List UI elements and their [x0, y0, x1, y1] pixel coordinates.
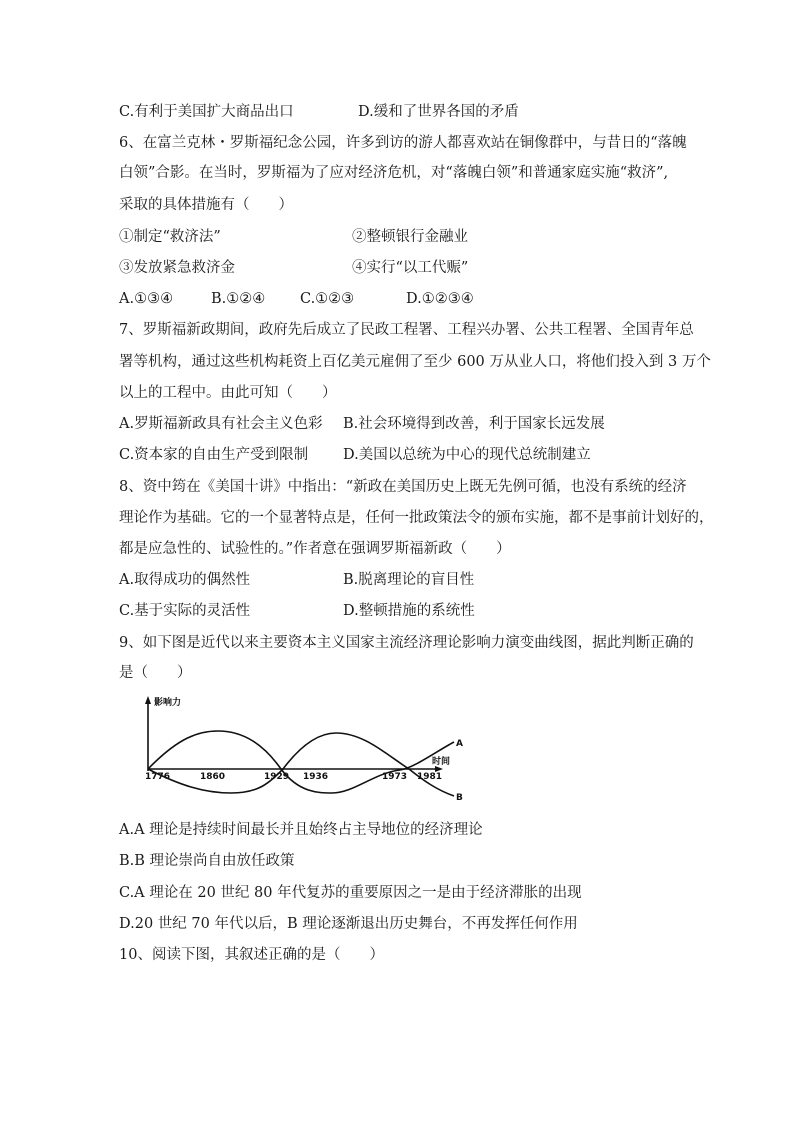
q6-option-d: D.①②③④	[406, 291, 474, 307]
q6-item-3: ③发放紧急救济金	[119, 260, 235, 276]
q8-stem-line2: 理论作为基础。它的一个显著特点是，任何一批政策法令的颁布实施，都不是事前计划好的，	[119, 510, 714, 526]
x-axis-label: 时间	[432, 757, 451, 767]
q7-option-b: B.社会环境得到改善，利于国家长远发展	[343, 416, 605, 432]
curve-a-label: A	[456, 739, 463, 749]
q7-stem-line3: 以上的工程中。由此可知（ ）	[119, 385, 337, 401]
y-axis-label: 影响力	[154, 698, 182, 708]
q7-option-a: A.罗斯福新政具有社会主义色彩	[119, 416, 323, 432]
curve-a	[148, 731, 454, 793]
q8-option-a: A.取得成功的偶然性	[119, 572, 251, 588]
q8-option-b: B.脱离理论的盲目性	[343, 572, 475, 588]
q6-item-4: ④实行“以工代赈”	[352, 260, 469, 276]
tick-1776: 1776	[145, 772, 171, 782]
curve-b-label: B	[456, 793, 463, 803]
q8-option-d: D.整顿措施的系统性	[343, 603, 475, 619]
theory-influence-curve-figure	[119, 693, 481, 803]
tick-1936: 1936	[303, 772, 329, 782]
tick-1973: 1973	[382, 772, 408, 782]
q8-option-c: C.基于实际的灵活性	[119, 603, 251, 619]
q6-stem-line2: 白领”合影。在当时，罗斯福为了应对经济危机，对“落魄白领”和普通家庭实施“救济”,	[119, 165, 669, 181]
tick-1929: 1929	[264, 772, 290, 782]
q9-stem-line1: 9、如下图是近代以来主要资本主义国家主流经济理论影响力演变曲线图，据此判断正确的	[119, 635, 694, 651]
q6-item-1: ①制定“救济法”	[119, 229, 221, 245]
q6-stem-line1: 6、在富兰克林・罗斯福纪念公园，许多到访的游人都喜欢站在铜像群中，与昔日的“落魄	[119, 135, 687, 151]
q9-stem-line2: 是（ ）	[119, 665, 192, 681]
q9-option-d: D.20 世纪 70 年代以后，B 理论逐渐退出历史舞台，不再发挥任何作用	[119, 916, 578, 932]
q6-stem-line3: 采取的具体措施有（ ）	[119, 197, 293, 213]
q9-option-b: B.B 理论崇尚自由放任政策	[119, 853, 295, 869]
q6-item-2: ②整顿银行金融业	[352, 229, 468, 245]
q6-option-b: B.①②④	[211, 291, 266, 307]
q10-stem-line1: 10、阅读下图，其叙述正确的是（ ）	[119, 947, 384, 963]
q6-option-a: A.①③④	[119, 291, 174, 307]
q8-stem-line3: 都是应急性的、试验性的。”作者意在强调罗斯福新政（ ）	[119, 541, 511, 557]
q9-option-c: C.A 理论在 20 世纪 80 年代复苏的重要原因之一是由于经济滞胀的出现	[119, 885, 582, 901]
q7-stem-line2: 署等机构，通过这些机构耗资上百亿美元雇佣了至少 600 万从业人口，将他们投入到 3 万个	[119, 354, 711, 370]
q6-option-c: C.①②③	[300, 291, 355, 307]
q5-option-c: C.有利于美国扩大商品出口	[119, 104, 294, 120]
q9-option-a: A.A 理论是持续时间最长并且始终占主导地位的经济理论	[119, 822, 483, 838]
q7-option-d: D.美国以总统为中心的现代总统制建立	[343, 447, 591, 463]
q8-stem-line1: 8、资中筠在《美国十讲》中指出：“新政在美国历史上既无先例可循，也没有系统的经济	[119, 479, 687, 495]
q5-option-d: D.缓和了世界各国的矛盾	[358, 104, 519, 120]
y-axis-arrow-icon	[145, 696, 151, 704]
q7-option-c: C.资本家的自由生产受到限制	[119, 447, 309, 463]
q7-stem-line1: 7、罗斯福新政期间，政府先后成立了民政工程署、工程兴办署、公共工程署、全国青年总	[119, 322, 694, 338]
tick-1860: 1860	[200, 772, 226, 782]
tick-1981: 1981	[417, 772, 443, 782]
